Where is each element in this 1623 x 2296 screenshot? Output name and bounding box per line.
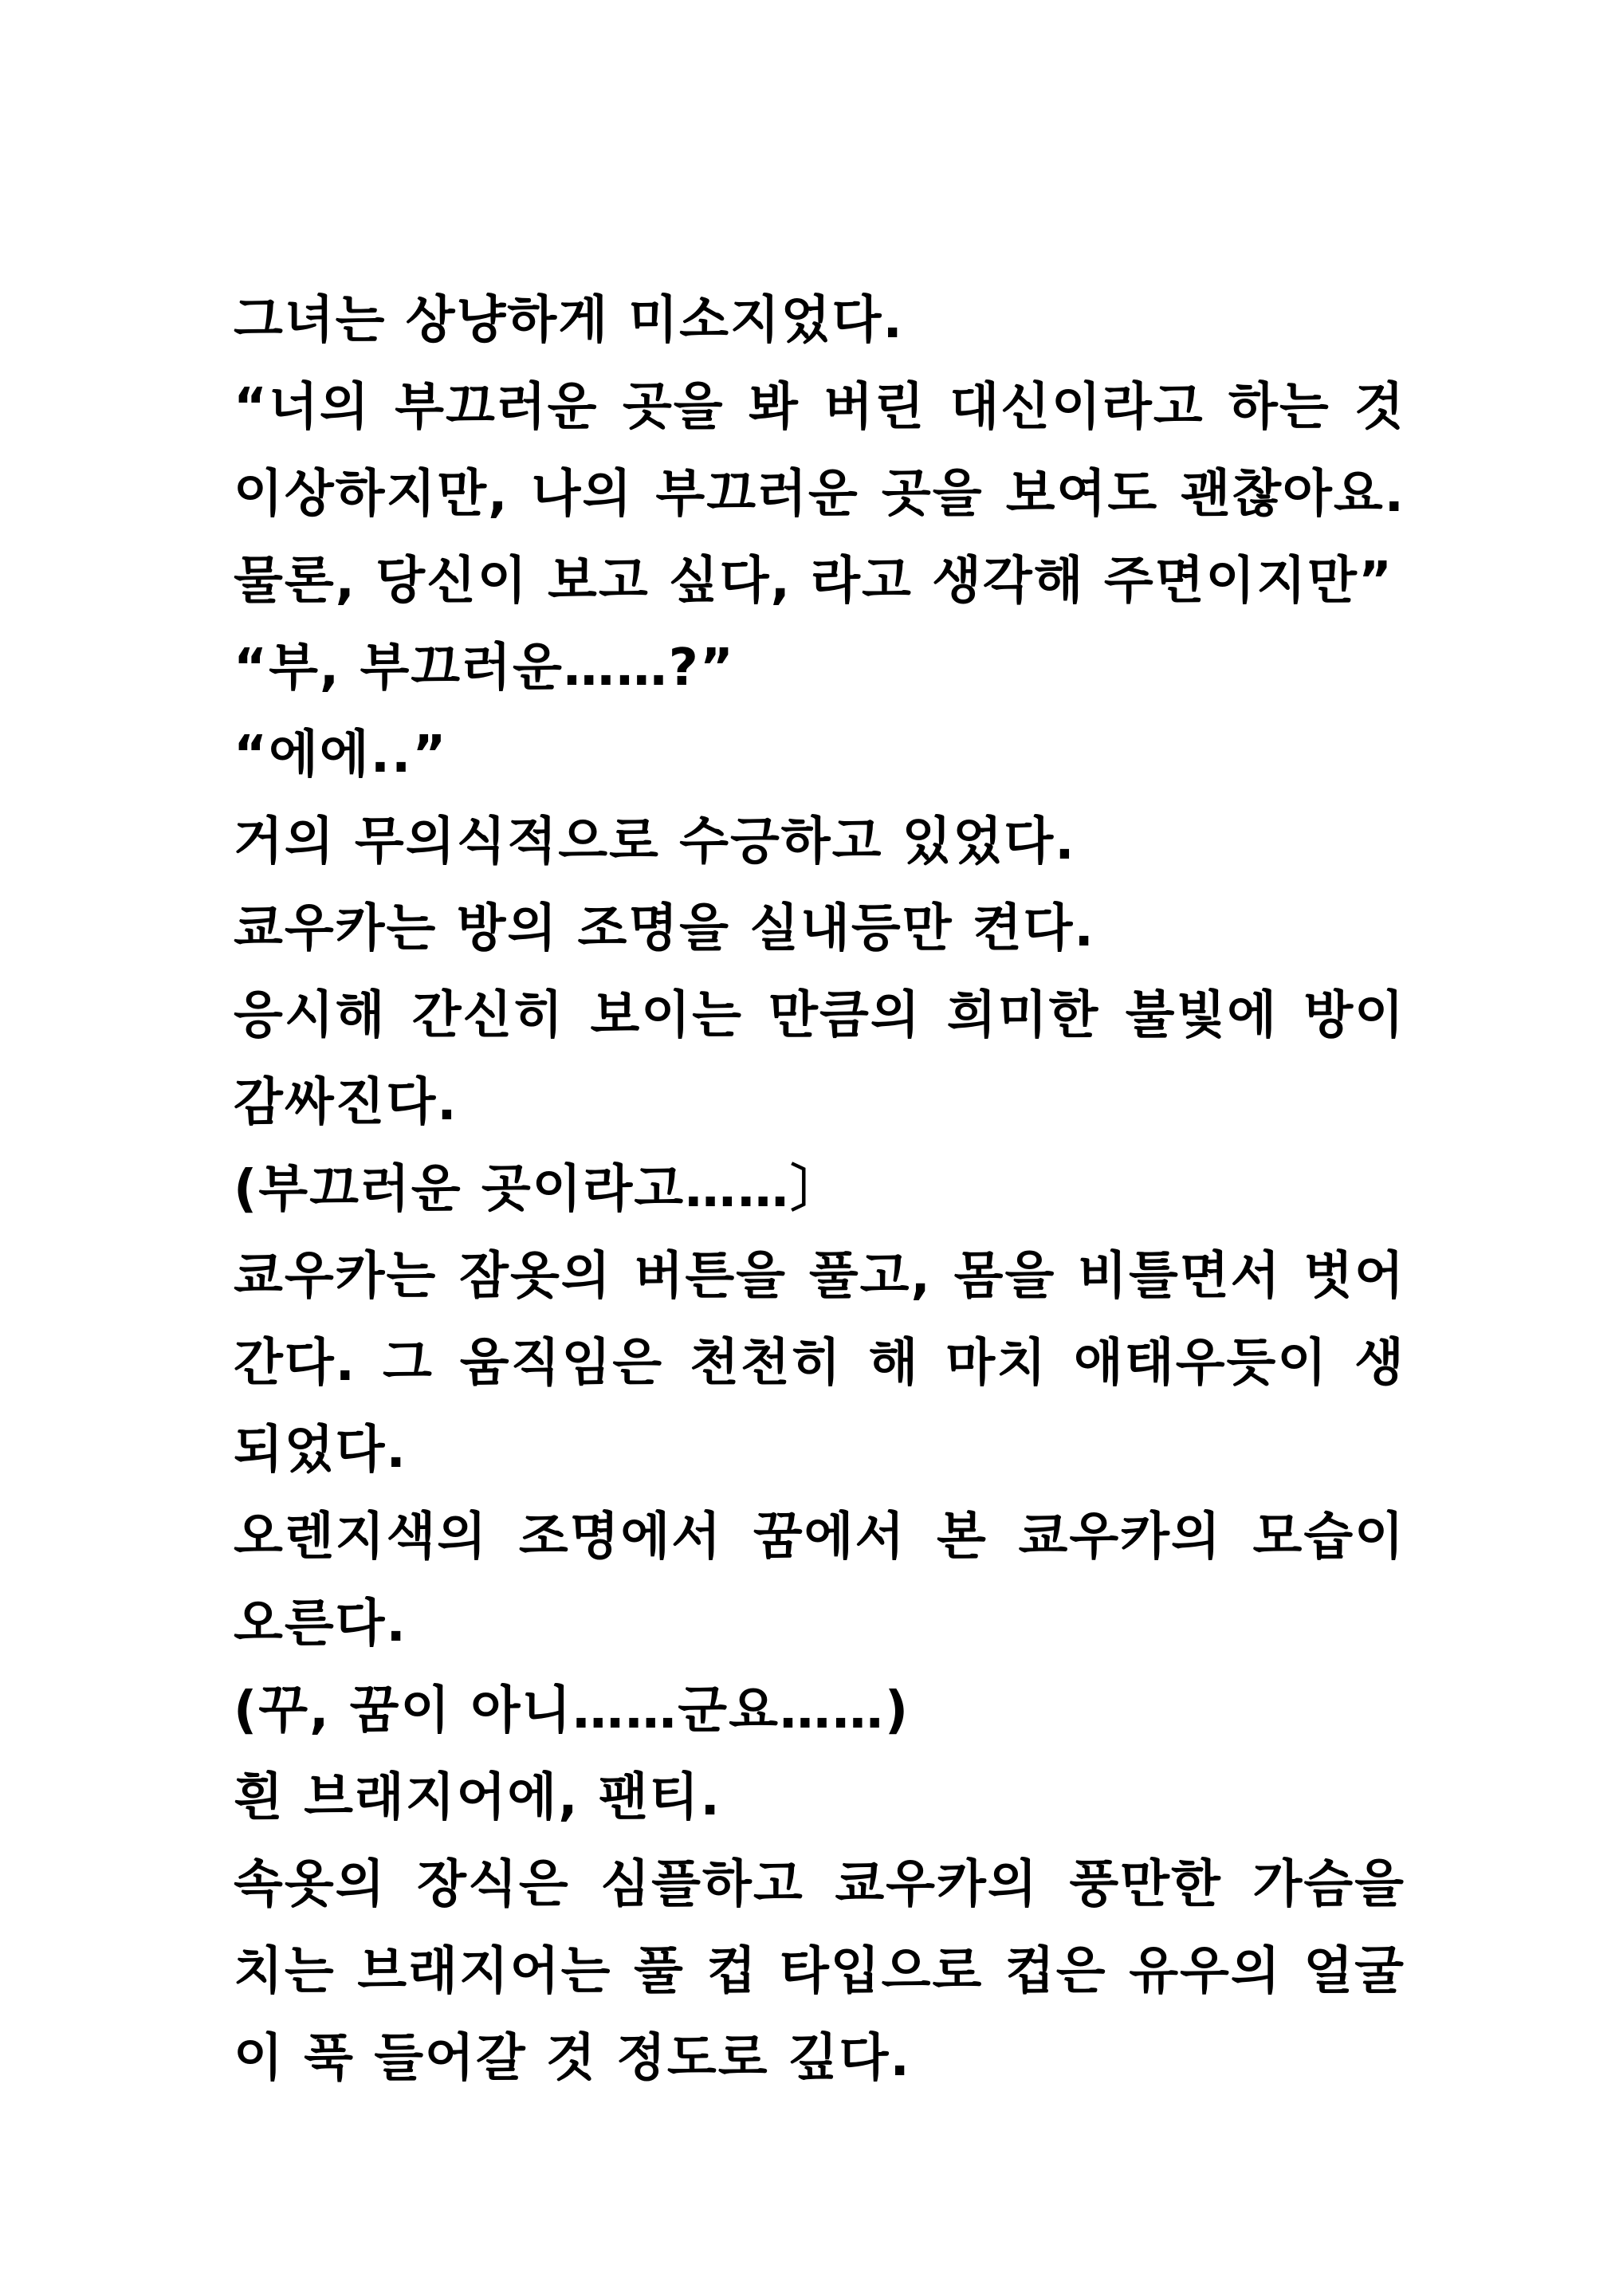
text-line: 흰 브래지어에, 팬티. — [234, 1768, 721, 1827]
text-line: (꾸, 꿈이 아니……군요……) — [234, 1681, 910, 1740]
text-line: 오렌지색의 조명에서 꿈에서 본 쿄우카의 모습이 — [234, 1508, 1405, 1567]
text-line: 물론, 당신이 보고 싶다, 라고 생각해 주면이지만” — [234, 552, 1394, 611]
text-line: 오른다. — [234, 1594, 407, 1653]
text-line: 치는 브래지어는 풀 컵 타입으로 컵은 유우의 얼굴 — [234, 1942, 1405, 2001]
text-line: 응시해 간신히 보이는 만큼의 희미한 불빛에 방이 — [234, 986, 1405, 1045]
text-line: 쿄우카는 방의 조명을 실내등만 켠다. — [234, 899, 1095, 958]
text-line: “에에..” — [234, 725, 448, 784]
text-line: 그녀는 상냥하게 미소지었다. — [234, 291, 904, 350]
text-line: 속옷의 장식은 심플하고 쿄우카의 풍만한 가슴을 — [234, 1855, 1405, 1914]
text-line: 이상하지만, 나의 부끄러운 곳을 보여도 괜찮아요. — [234, 465, 1405, 524]
text-line: “부, 부끄러운……?” — [234, 639, 735, 698]
text-line: 간다. 그 움직임은 천천히 해 마치 애태우듯이 생 — [234, 1334, 1405, 1393]
text-line: 감싸진다. — [234, 1073, 458, 1132]
text-line: 쿄우카는 잠옷의 버튼을 풀고, 몸을 비틀면서 벗어 — [234, 1247, 1405, 1306]
text-line: (부끄러운 곳이라고……〕 — [234, 1160, 843, 1219]
text-line: “너의 부끄러운 곳을 봐 버린 대신이라고 하는 것 — [234, 378, 1405, 437]
text-line: 거의 무의식적으로 수긍하고 있었다. — [234, 812, 1076, 871]
body-text — [234, 277, 1405, 2102]
text-line: 이 푹 들어갈 것 정도로 깊다. — [234, 2029, 911, 2088]
text-line: 되었다. — [234, 1421, 407, 1480]
